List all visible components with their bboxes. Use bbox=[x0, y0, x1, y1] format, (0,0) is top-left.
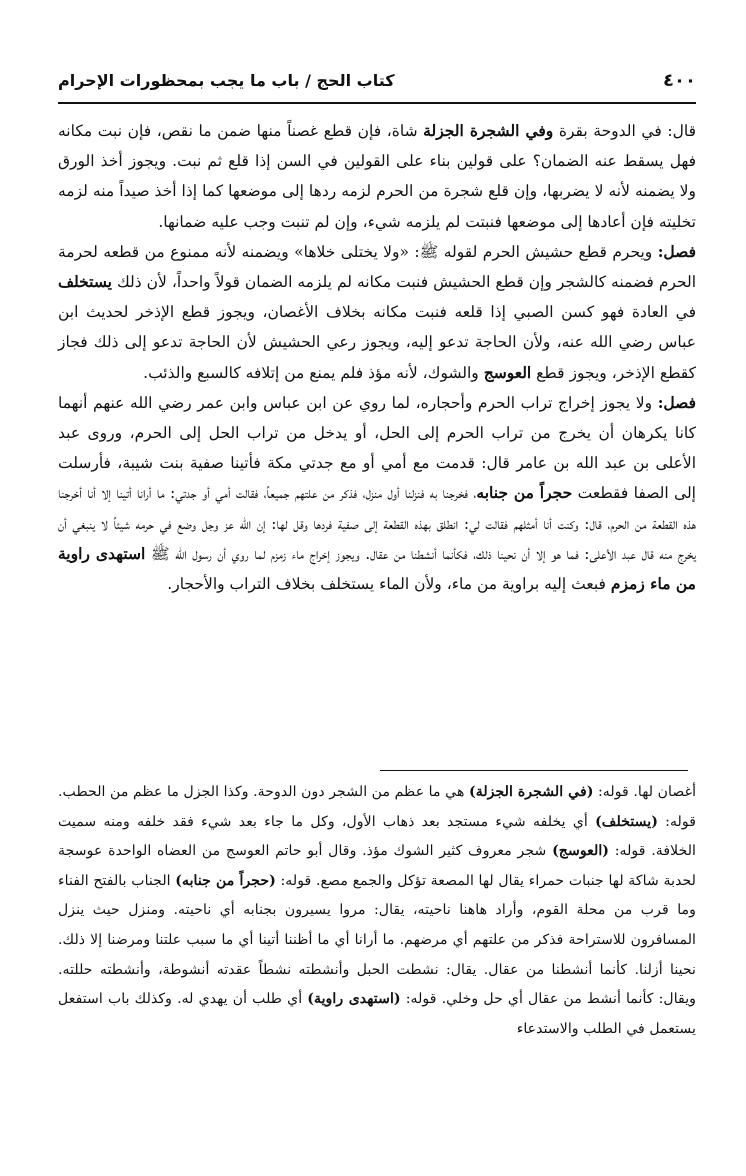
text-segment: ولا يجوز إخراج تراب الحرم وأحجاره، لما روي عن ابن عباس وابن عمر رضي الله عنهم أنهما كانا يكرهان أن يخرج من تراب الحرم إلى الحل، أو يدخل من تراب الحل إلى الحرم، وروى عبد الأعلى بن عبد الله بن عامر قال: قدمت مع أمي أو مع جدتي مكة فأتينا صفية بنت شيبة، فأرسلت إلى الصفا فقطعت bbox=[58, 393, 696, 503]
book-page bbox=[58, 70, 696, 599]
text-segment: أي يخلفه شيء مستجد بعد ذهاب الأول، وكل ما جاء بعد شيء فقد خلفه ومنه سميت الخلافة. قوله: bbox=[58, 813, 696, 860]
text-segment: في العادة فهو كسن الصبي إذا قلعه فنبت مكانه بخلاف الأغصان، ويجوز قطع الإذخر لحديث ابن عباس رضي الله عنه، ولأن الحاجة تدعو إليه، ويجوز رعي الحشيش لأن الحاجة تدعو إلى ذلك فجاز كقطع الإذخر، ويجوز قطع bbox=[58, 303, 696, 382]
text-segment: والشوك، لأنه مؤذ فلم يمنع من إتلافه كالسبع والذئب. bbox=[143, 363, 484, 382]
section-lead: فصل: bbox=[657, 392, 696, 412]
bold-term: حجراً من جنابه bbox=[476, 483, 573, 503]
text-segment: ، فخرجنا به فنزلنا أول منزل، فذكر من علتهم جميعاً، فقالت أمي أو جدتي: ما أرانا أتينا إلا أنا أخرجنا هذه القطعة من الحرم، قال: وكنت أنا أمثلهم فقالت لي: انطلق بهذه القطعة إلى صفية فردها وقل لها: إن الله عز وجل وضع في حرمه شيئاً لا ينبغي أن يخرج منه قال عبد الأعلى: فما هو إلا أن نحينا ذلك، فكأنما أنشطنا من عقال. ويجوز إخراج ماء زمزم لما روي أن رسول الله ﷺ bbox=[58, 484, 697, 563]
bold-term: وفي الشجرة الجزلة bbox=[423, 121, 554, 140]
paragraph-soil-stones bbox=[58, 388, 696, 599]
page-number: ٤٠٠ bbox=[663, 70, 696, 91]
main-text bbox=[58, 116, 696, 599]
text-segment: قال: في الدوحة بقرة bbox=[553, 122, 696, 140]
paragraph-tree-cutting bbox=[58, 116, 696, 237]
text-segment: أغصان لها. قوله: bbox=[593, 784, 697, 800]
bold-term: العوسج bbox=[483, 362, 532, 382]
text-segment: شجر معروف كثير الشوك مؤذ. وقال أبو حاتم العوسج من العضاه الواحدة عوسجة لحدبة شاكة لها جنبات حمراء يقال لها المصعة تؤكل والجمع مصع. قوله: bbox=[58, 843, 697, 889]
bold-term: (حجراً من جنابه) bbox=[175, 872, 276, 889]
text-segment: أي طلب أن يهدي له. وكذلك باب استفعل يستعمل في الطلب والاستدعاء bbox=[58, 991, 696, 1037]
bold-term: استهدى راوية من ماء زمزم bbox=[58, 543, 696, 594]
text-segment: هي ما عظم من الشجر دون الدوحة. وكذا الجزل ما عظم من الحطب. قوله: bbox=[58, 784, 696, 830]
text-segment: الجناب بالفتح الفناء وما قرب من محلة القوم، وأراد هاهنا ناحيته، يقال: مروا يسيرون بجنابه أي ناحيته. ومنزل حيث ينزل المسافرون للاستراحة فذكر من علتهم أي مرضهم. ما أرانا أي ما أظننا أتينا أي ما سبب علتنا ومرضنا إلا ذلك. نحينا أزلنا. كأنما أنشطنا من عقال. يقال: نشطت الحبل وأنشطته نشطاً عقدته أنشوطة، وأنشطته حللته. ويقال: كأنما أنشط من عقال أي حل وخلي. قوله: bbox=[58, 872, 696, 1008]
bold-term: يستخلف bbox=[58, 272, 113, 292]
footnotes bbox=[58, 778, 696, 1044]
footnote-divider bbox=[380, 770, 688, 771]
bold-term: (يستخلف) bbox=[595, 813, 658, 830]
text-segment: شاة، فإن قطع غصناً منها ضمن ما نقص، فإن نبت مكانه فهل يسقط عنه الضمان؟ على قولين بناء على القولين في السن إذا قلع ثم نبت. ويجوز أخذ الورق ولا يضمنه لأنه لا يضربها، وإن قلع شجرة من الحرم لزمه ردها إلى موضعها كما إذا أخذ صيداً منه لزمه تخليته فإن أعادها إلى موضعها فنبتت لم يلزمه شيء، وإن لم تنبت وجب عليه ضمانها. bbox=[58, 122, 696, 231]
bold-term: (العوسج) bbox=[552, 843, 610, 860]
bold-term: (استهدى راوية) bbox=[307, 991, 401, 1008]
paragraph-grass-cutting bbox=[58, 237, 696, 388]
text-segment: فبعث إليه براوية من ماء، ولأن الماء يستخلف بخلاف التراب والأحجار. bbox=[167, 575, 611, 594]
running-title: كتاب الحج / باب ما يجب بمحظورات الإحرام bbox=[58, 71, 395, 90]
section-lead: فصل: bbox=[657, 241, 696, 261]
bold-term: (في الشجرة الجزلة) bbox=[469, 784, 594, 800]
text-segment: ويحرم قطع حشيش الحرم لقوله ﷺ: «ولا يختلى خلاها» ويضمنه لأنه ممنوع من قطعه لحرمة الحرم فضمنه كالشجر وإن قطع الحشيش فنبت مكانه لم يلزمه الضمان قولاً واحداً، لأن ذلك bbox=[58, 242, 696, 292]
footnote-text bbox=[58, 778, 696, 1044]
page-header bbox=[58, 70, 696, 104]
